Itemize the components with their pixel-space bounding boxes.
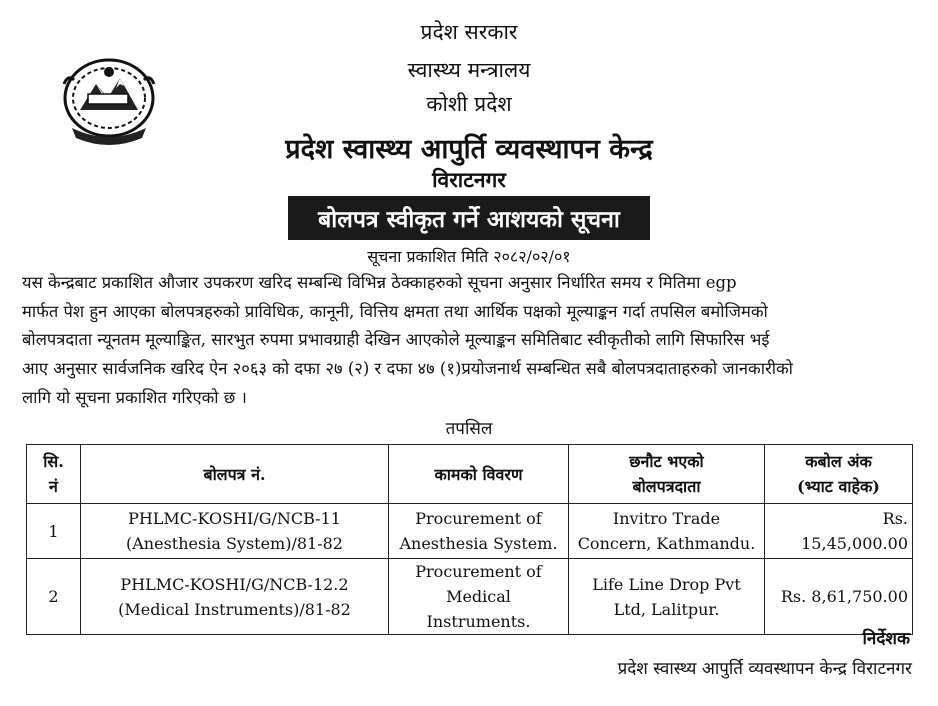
body-line: लागि यो सूचना प्रकाशित गरिएको छ ।	[22, 388, 247, 407]
signatory-office: प्रदेश स्वास्थ्य आपुर्ति व्यवस्थापन केन्द्र विराटनगर	[617, 659, 912, 679]
table-caption: तपसिल	[445, 419, 493, 439]
signatory-role: निर्देशक	[862, 629, 910, 649]
bid-table	[26, 444, 913, 635]
publication-date: सूचना प्रकाशित मिति २०८२/०२/०१	[367, 247, 571, 266]
header-work-description: कामको विवरण	[389, 445, 569, 504]
cell-work: Procurement of Medical Instruments.	[389, 559, 569, 635]
header-bid-number: बोलपत्र नं.	[81, 445, 389, 504]
cell-bidder: Life Line Drop Pvt Ltd, Lalitpur.	[569, 559, 765, 635]
cell-bid-number: PHLMC-KOSHI/G/NCB-11 (Anesthesia System)/81-82	[81, 504, 389, 559]
table-row	[27, 504, 913, 559]
header-ministry: स्वास्थ्य मन्त्रालय	[407, 58, 531, 82]
cell-sn: 2	[27, 559, 81, 635]
table-header-row	[27, 445, 913, 504]
body-line: मार्फत पेश हुन आएका बोलपत्रहरुको प्राविधिक, कानूनी, वित्तिय क्षमता तथा आर्थिक पक्षको मूल्याङ्कन गर्दा तपसिल बमोजिमको	[22, 302, 768, 321]
header-province-name: कोशी प्रदेश	[426, 92, 512, 116]
header-bid-amount: कबोल अंक (भ्याट वाहेक)	[765, 445, 913, 504]
header-selected-bidder: छनौट भएको बोलपत्रदाता	[569, 445, 765, 504]
header-office-title: प्रदेश स्वास्थ्य आपुर्ति व्यवस्थापन केन्द्र	[285, 134, 653, 165]
cell-work: Procurement of Anesthesia System.	[389, 504, 569, 559]
notice-title: बोलपत्र स्वीकृत गर्ने आशयको सूचना	[318, 206, 620, 233]
header-city: विराटनगर	[432, 167, 506, 192]
notice-title-banner	[288, 196, 650, 240]
cell-bidder: Invitro Trade Concern, Kathmandu.	[569, 504, 765, 559]
cell-bid-number: PHLMC-KOSHI/G/NCB-12.2 (Medical Instruments)/81-82	[81, 559, 389, 635]
body-line: बोलपत्रदाता न्यूनतम मूल्याङ्कित, सारभुत रुपमा प्रभावग्राही देखिन आएकोले मूल्याङ्कन समितिबाट स्वीकृतीको लागि सिफारिस भई	[22, 330, 770, 349]
cell-amount: Rs. 8,61,750.00	[765, 559, 913, 635]
body-line: यस केन्द्रबाट प्रकाशित औजार उपकरण खरिद सम्बन्धि विभिन्न ठेक्काहरुको सूचना अनुसार निर्धारित समय र मितिमा egp	[22, 273, 737, 292]
table-row	[27, 559, 913, 635]
header-sn: सि. नं	[27, 445, 81, 504]
body-line: आए अनुसार सार्वजनिक खरिद ऐन २०६३ को दफा २७ (२) र दफा ४७ (१)प्रयोजनार्थ सम्बन्धित सबै बोलपत्रदाताहरुको जानकारीको	[22, 359, 793, 378]
cell-amount: Rs. 15,45,000.00	[765, 504, 913, 559]
header-province-government: प्रदेश सरकार	[420, 20, 518, 44]
cell-sn: 1	[27, 504, 81, 559]
